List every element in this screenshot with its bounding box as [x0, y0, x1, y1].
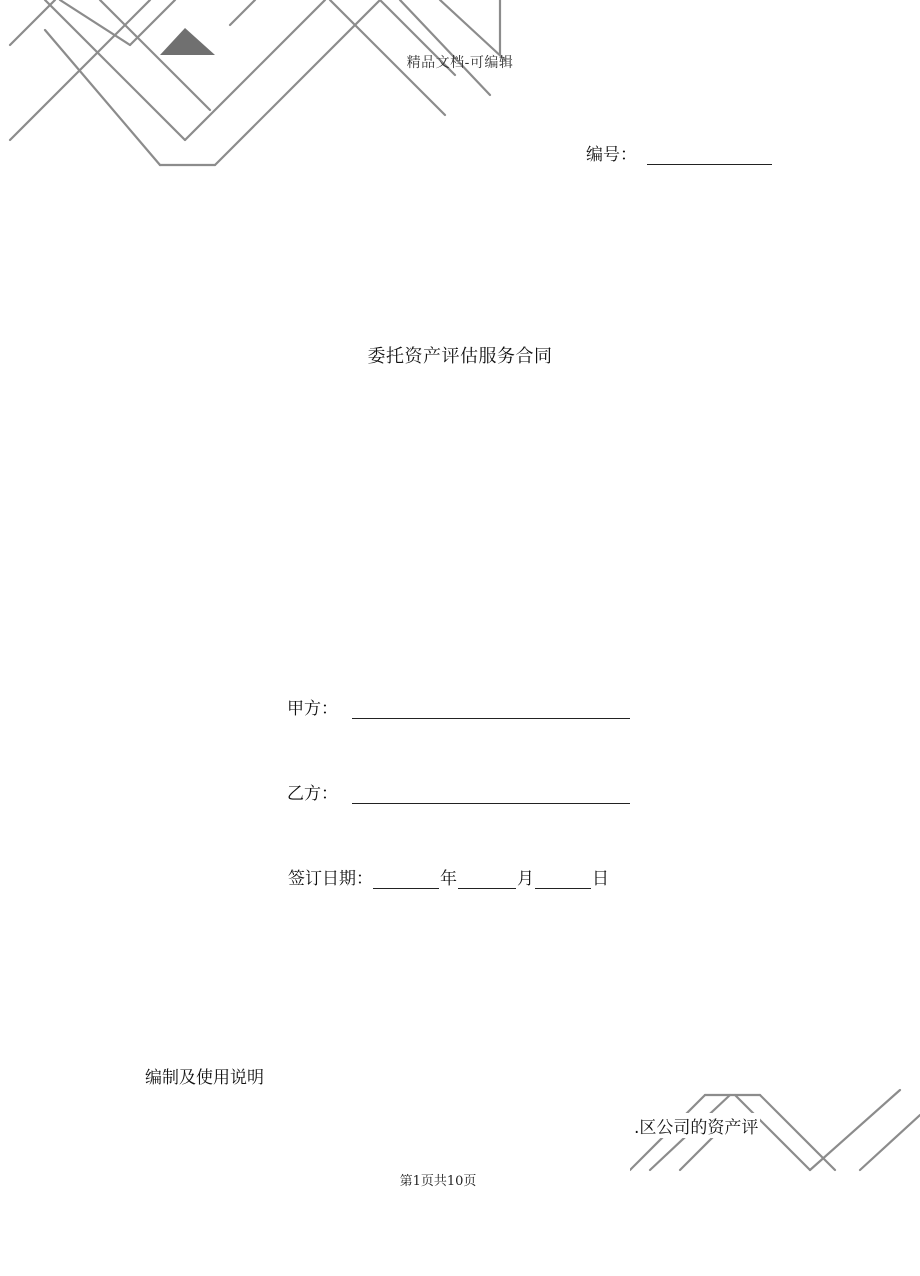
party-a-field	[287, 694, 630, 719]
year-blank[interactable]	[373, 870, 439, 889]
party-a-blank[interactable]	[352, 700, 630, 719]
contract-number-field	[586, 140, 772, 165]
section-heading: 编制及使用说明	[145, 1068, 264, 1088]
contract-number-blank[interactable]	[647, 146, 772, 165]
truncated-body-text: .区公司的资产评	[632, 1113, 760, 1138]
year-unit: 年	[440, 869, 457, 889]
signing-date-label: 签订日期：	[288, 869, 373, 889]
signing-date-field	[288, 864, 610, 889]
party-b-label: 乙方：	[287, 784, 338, 804]
contract-number-label: 编号：	[586, 145, 637, 165]
month-blank[interactable]	[458, 870, 516, 889]
party-b-field	[287, 779, 630, 804]
day-unit: 日	[592, 869, 609, 889]
day-blank[interactable]	[535, 870, 591, 889]
document-title: 委托资产评估服务合同	[367, 346, 553, 367]
month-unit: 月	[517, 869, 534, 889]
party-b-blank[interactable]	[352, 785, 630, 804]
header-watermark: 精品文档-可编辑	[406, 55, 514, 71]
decorative-line-pattern-top	[0, 0, 520, 175]
party-a-label: 甲方：	[287, 699, 338, 719]
page-number-footer: 第1页共10页	[399, 1174, 477, 1189]
